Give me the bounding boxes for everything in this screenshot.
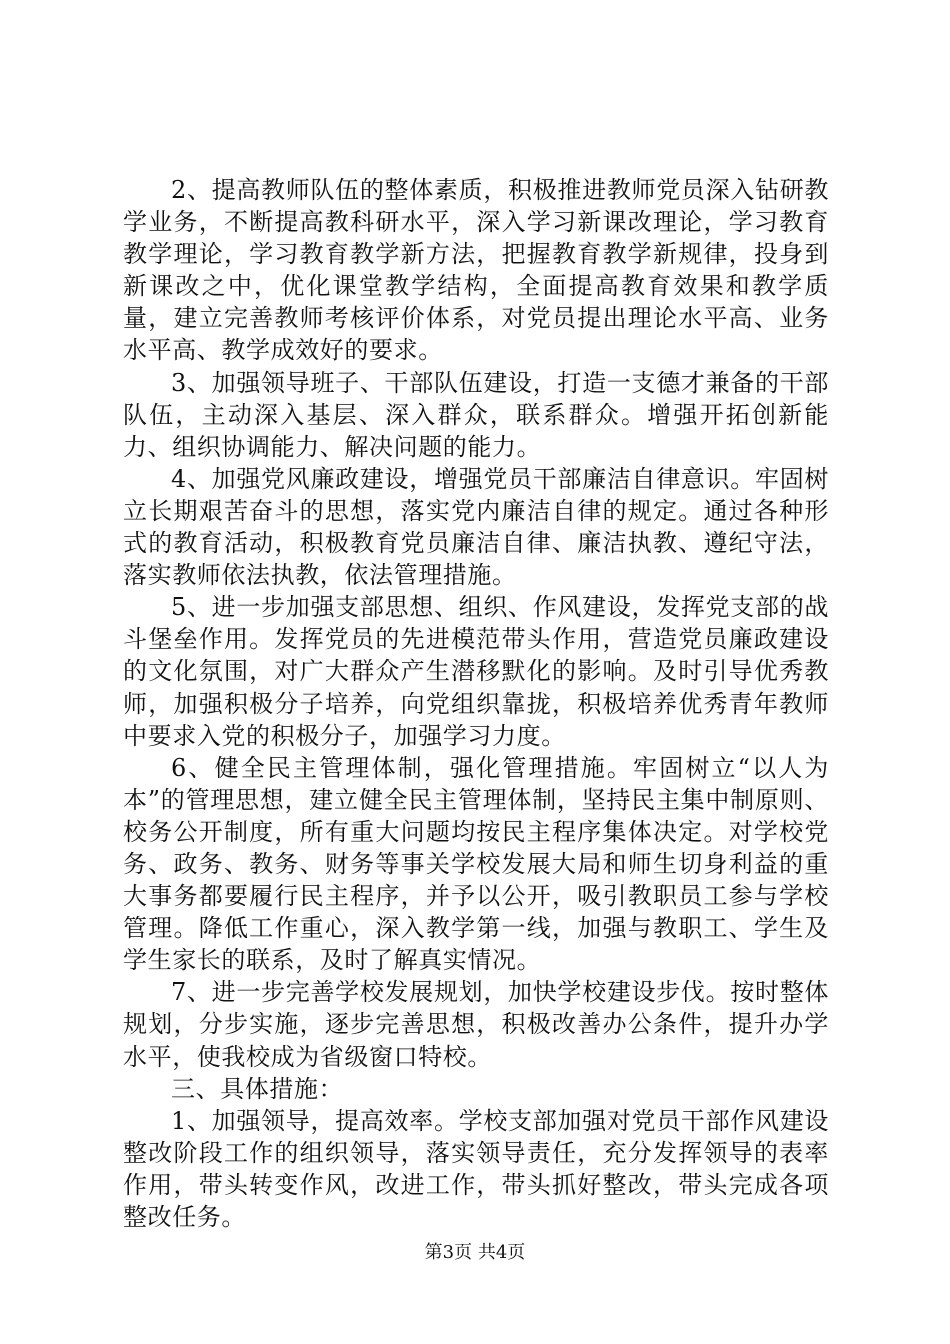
page-footer [0,1242,950,1264]
document-body [123,174,829,1233]
paragraph-item-7: 7、进一步完善学校发展规划，加快学校建设步伐。按时整体规划，分步实施，逐步完善思想，积极改善办公条件，提升办学水平，使我校成为省级窗口特校。 [123,978,829,1071]
page-number-label: 第3页 共4页 [424,1242,526,1263]
paragraph-item-4: 4、加强党风廉政建设，增强党员干部廉洁自律意识。牢固树立长期艰苦奋斗的思想，落实党内廉洁自律的规定。通过各种形式的教育活动，积极教育党员廉洁自律、廉洁执教、遵纪守法，落实教师依法执教，依法管理措施。 [123,464,829,590]
paragraph-item-5: 5、进一步加强支部思想、组织、作风建设，发挥党支部的战斗堡垒作用。发挥党员的先进模范带头作用，营造党员廉政建设的文化氛围，对广大群众产生潜移默化的影响。及时引导优秀教师，加强积极分子培养，向党组织靠拢，积极培养优秀青年教师中要求入党的积极分子，加强学习力度。 [123,593,829,750]
paragraph-measure-1: 1、加强领导，提高效率。学校支部加强对党员干部作风建设整改阶段工作的组织领导，落实领导责任，充分发挥领导的表率作用，带头转变作风，改进工作，带头抓好整改，带头完成各项整改任务。 [123,1106,829,1231]
paragraph-item-6: 6、健全民主管理体制，强化管理措施。牢固树立“以人为本”的管理思想，建立健全民主管理体制，坚持民主集中制原则、校务公开制度，所有重大问题均按民主程序集体决定。对学校党务、政务、教务、财务等事关学校发展大局和师生切身利益的重大事务都要履行民主程序，并予以公开，吸引教职员工参与学校管理。降低工作重心，深入教学第一线，加强与教职工、学生及学生家长的联系，及时了解真实情况。 [123,753,829,975]
section-heading: 三、具体措施： [171,1074,344,1103]
paragraph-item-3: 3、加强领导班子、干部队伍建设，打造一支德才兼备的干部队伍，主动深入基层、深入群众，联系群众。增强开拓创新能力、组织协调能力、解决问题的能力。 [123,368,829,461]
paragraph-item-2: 2、提高教师队伍的整体素质，积极推进教师党员深入钻研教学业务，不断提高教科研水平，深入学习新课改理论，学习教育教学理论，学习教育教学新方法，把握教育教学新规律，投身到新课改之中，优化课堂教学结构，全面提高教育效果和教学质量，建立完善教师考核评价体系，对党员提出理论水平高、业务水平高、教学成效好的要求。 [123,176,829,365]
